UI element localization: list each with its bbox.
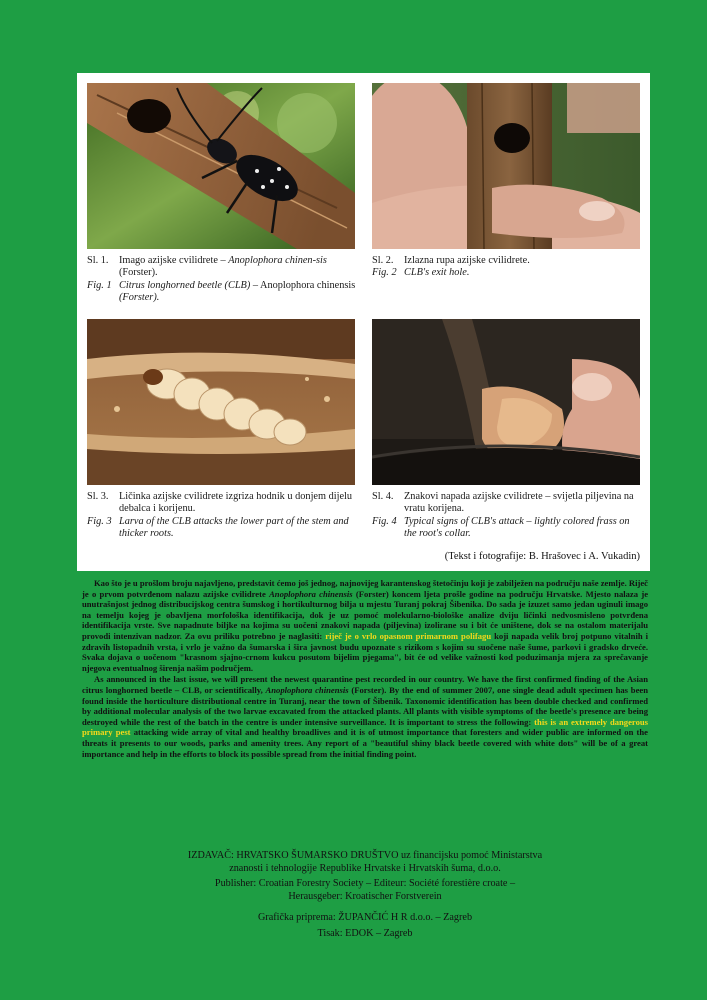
croatian-paragraph: Kao što je u prošlom broju najavljeno, predstavit ćemo još jednog, najnovijeg karantenskog štetočinju koji je zabilježen na području naše zemlje. Riječ je o prvom potvrđenom nalazu azijske cvilidrete Anoplophora chinensis (Forster) koncem ljeta prošle godine na području Hrvatske. Mjesto nalaza je unutrašnjost jednog distribucijskog centra šumskog i hortikulturnog bilja u mjestu Turanj pokraj Šibenika. Do sada je izuzet samo jedan uginuli imago na temelju kojeg je obavljena morfološka identifikacija, dok je uz pomoć molekularno-biološke analize dviju ličinki nedvosmisleno potvrđena identifikacija vrste. Sve napadnute biljke na kojima su uočeni znakovi napada (piljevina) izolirane su i bit će uništene, dok se na ostalom materijalu provodi intenzivan nadzor. Za ovu priliku potrebno je naglasiti: riječ je o vrlo opasnom primarnom polifagu koji napada velik broj potpuno vitalnih i zdravih listopadnih vrsta, i vrlo je važno da šumarska i šira javnost budu upoznate s rizikom s kojim su suočene naše šume, parkovi i gradsko drveće. Svaka dojava o uočenom "krasnom sjajno-crnom kukcu posutom bijelim pjegama", bit će od velike važnosti kod poduzimanja mjera za sprečavanje njegova eventualnog širenja našim područjem. <box>82 578 649 673</box>
photo-larva <box>87 319 355 485</box>
caption-number: Sl. 1. <box>87 255 109 266</box>
caption-number-en: Fig. 2 <box>372 267 397 279</box>
caption-number-en: Fig. 3 <box>87 515 112 527</box>
photo-exit-hole <box>372 83 640 249</box>
graphics-credit: Grafička priprema: ŽUPANČIĆ H R d.o.o. – Zagreb <box>257 912 473 923</box>
caption-figure-4: Sl. 4. Znakovi napada azijske cvilidrete – svijetla piljevina na vratu korijena. Fig. 4 Typical signs of CLB's attack – lightly colored frass on the root's collar. <box>372 491 634 540</box>
caption-figure-2: Sl. 2. Izlazna rupa azijske cvilidrete. Fig. 2 CLB's exit hole. <box>372 255 530 279</box>
publisher-croatian: IZDAVAČ: HRVATSKO ŠUMARSKO DRUŠTVO uz financijsku pomoć Ministarstva znanosti i tehnologije Republike Hrvatske i Hrvatskih šuma, d.o.o. <box>187 850 543 874</box>
highlight-warning-en: this is an extremely dangerous primary pest <box>82 716 648 738</box>
caption-figure-3: Sl. 3. Ličinka azijske cvilidrete izgriza hodnik u donjem dijelu debalca i korijenu. Fig. 3 Larva of the CLB attacks the lower part of the stem and thicker roots. <box>87 491 353 540</box>
photo-credit: (Tekst i fotografije: B. Hrašovec i A. Vukadin) <box>444 551 640 562</box>
print-credit: Tisak: EDOK – Zagreb <box>317 928 413 939</box>
publisher-multilingual: Publisher: Croatian Forestry Society – Editeur: Société forestière croate – Herausgeber: Kroatischer Forstverein <box>214 878 516 902</box>
article-body <box>82 578 648 760</box>
caption-number-en: Fig. 1 <box>87 279 112 291</box>
caption-number-en: Fig. 4 <box>372 515 397 527</box>
caption-number: Sl. 2. <box>372 255 394 266</box>
caption-figure-1: Sl. 1. Imago azijske cvilidrete – Anoplophora chinen-sis (Forster). Fig. 1 Citrus longhorned beetle (CLB) – Anoplophora chinensis (Forster). <box>87 255 356 304</box>
caption-number: Sl. 4. <box>372 491 394 502</box>
photo-beetle <box>87 83 355 249</box>
highlight-warning-hr: riječ je o vrlo opasnom primarnom polifagu <box>325 630 492 641</box>
photo-panel <box>77 73 650 571</box>
caption-number: Sl. 3. <box>87 491 109 502</box>
english-paragraph: As announced in the last issue, we will present the newest quarantine pest recorded in our country. We have the first confirmed finding of the Asian citrus longhorned beetle – CLB, or scientifically, Anoplophora chinensis (Forster). By the end of summer 2007, one single dead adult specimen has been found inside the horticulture distributional centre in Turanj, near the town of Šibenik. Taxonomic identification has been double checked and confirmed by additional molecular analysis of the two larvae excavated from the attacked plants. All plants with visible symptoms of the beetle's presence are being destroyed while the rest of the batch in the centre is under intensive surveillance. It is important to stress the following: this is an extremely dangerous primary pest attacking wide array of vital and healthy broadlives and it is of utmost importance that foresters and wider public are informed on the threats it presents to our woods, parks and amenity trees. Any report of a "beautiful shiny black beetle covered with white dots" will be of a great importance and help in the efforts to block its possible spread from the initial finding point. <box>82 674 648 759</box>
photo-frass <box>372 319 640 485</box>
